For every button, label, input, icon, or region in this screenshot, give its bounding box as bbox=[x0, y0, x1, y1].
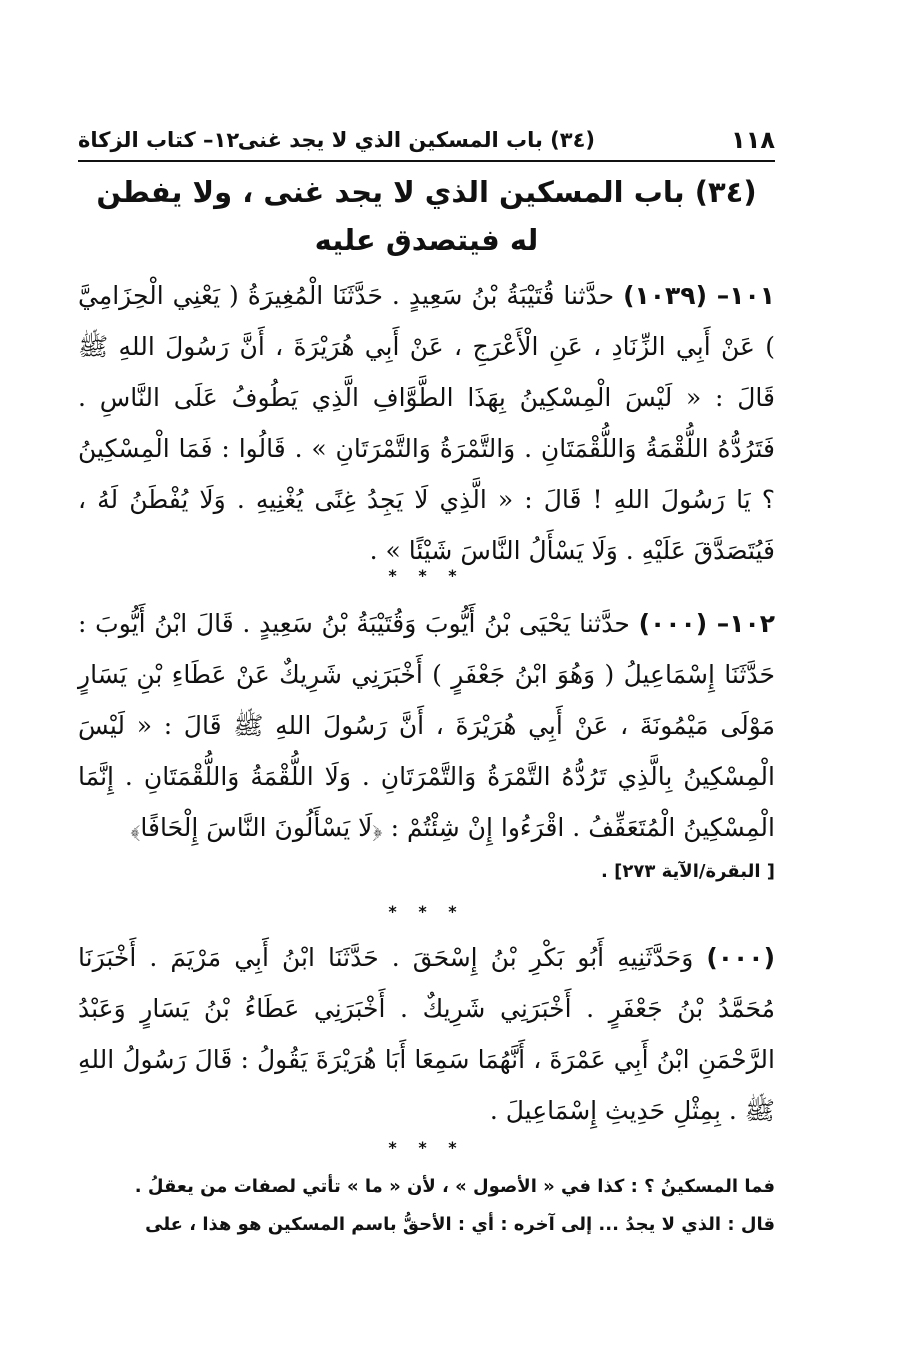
hadith-text: حدَّثنا قُتَيْبَةُ بْنُ سَعِيدٍ . حَدَّثَنَا الْمُغِيرَةُ ( يَعْنِي الْحِزَامِيَّ ) عَنْ أَبِي الزِّنَادِ ، عَنِ الْأَعْرَجِ ، عَنْ أَبِي هُرَيْرَةَ ، أَنَّ رَسُولَ اللهِ ﷺ قَالَ : « لَيْسَ الْمِسْكِينُ بِهَذَا الطَّوَّافِ الَّذِي يَطُوفُ عَلَى النَّاسِ . فَتَرُدُّهُ اللُّقْمَةُ وَاللُّقْمَتَانِ . وَالتَّمْرَةُ وَالتَّمْرَتَانِ » . قَالُوا : فَمَا الْمِسْكِينُ ؟ يَا رَسُولَ اللهِ ! قَالَ : « الَّذِي لَا يَجِدُ غِنًى يُغْنِيهِ . وَلَا يُفْطَنُ لَهُ ، فَيُتَصَدَّقَ عَلَيْهِ . وَلَا يَسْأَلُ النَّاسَ شَيْئًا » . bbox=[78, 281, 775, 565]
chapter-title bbox=[78, 168, 775, 264]
page-number: ١١٨ bbox=[731, 126, 775, 154]
hadith-number: ١٠١– (١٠٣٩) bbox=[623, 281, 776, 310]
commentary bbox=[78, 1168, 775, 1244]
header-rule bbox=[78, 160, 775, 162]
separator: * * * bbox=[388, 566, 465, 585]
hadith-paragraph bbox=[78, 598, 775, 853]
commentary-line-2: قال : الذي لا يجدُ ... إلى آخره : أي : الأحقُّ باسم المسكين هو هذا ، على bbox=[145, 1214, 775, 1235]
running-book-title: ١٢– كتاب الزكاة bbox=[78, 128, 240, 152]
hadith-number: ١٠٢– (٠٠٠) bbox=[638, 609, 775, 638]
hadith-paragraph bbox=[78, 270, 775, 576]
hadith-text: حدَّثنا يَحْيَى بْنُ أَيُّوبَ وَقُتَيْبَةُ بْنُ سَعِيدٍ . قَالَ ابْنُ أَيُّوبَ : حَدَّثَنَا إِسْمَاعِيلُ ( وَهُوَ ابْنُ جَعْفَرٍ ) أَخْبَرَنِي شَرِيكٌ عَنْ عَطَاءِ بْنِ يَسَارٍ مَوْلَى مَيْمُونَةَ ، عَنْ أَبِي هُرَيْرَةَ ، أَنَّ رَسُولَ اللهِ ﷺ قَالَ : « لَيْسَ الْمِسْكِينُ بِالَّذِي تَرُدُّهُ التَّمْرَةُ وَالتَّمْرَتَانِ . وَلَا اللُّقْمَةُ وَاللُّقْمَتَانِ . إِنَّمَا الْمِسْكِينُ الْمُتَعَفِّفُ . اقْرَءُوا إِنْ شِئْتُمْ : ﴿لَا يَسْأَلُونَ النَّاسَ إِلْحَافًا﴾ bbox=[78, 609, 775, 842]
hadith-102 bbox=[78, 598, 775, 889]
separator: * * * bbox=[388, 1138, 465, 1157]
quran-reference: [ البقرة/الآية ٢٧٣] . bbox=[601, 861, 775, 882]
hadith-000 bbox=[78, 932, 775, 1136]
hadith-paragraph bbox=[78, 932, 775, 1136]
commentary-line-1: فما المسكينُ ؟ : كذا في « الأصول » ، لأن « ما » تأتي لصفات من يعقلُ . bbox=[134, 1176, 775, 1197]
separator: * * * bbox=[388, 902, 465, 921]
chapter-title-line-2: له فيتصدق عليه bbox=[314, 223, 539, 257]
running-header bbox=[78, 122, 775, 158]
hadith-101 bbox=[78, 270, 775, 576]
hadith-text: وَحَدَّثَنِيهِ أَبُو بَكْرِ بْنُ إِسْحَقَ . حَدَّثَنَا ابْنُ أَبِي مَرْيَمَ . أَخْبَرَنَا مُحَمَّدُ بْنُ جَعْفَرٍ . أَخْبَرَنِي شَرِيكٌ . أَخْبَرَنِي عَطَاءُ بْنُ يَسَارٍ وَعَبْدُ الرَّحْمَنِ ابْنُ أَبِي عَمْرَةَ ، أَنَّهُمَا سَمِعَا أَبَا هُرَيْرَةَ يَقُولُ : قَالَ رَسُولُ اللهِ ﷺ . بِمِثْلِ حَدِيثِ إِسْمَاعِيلَ . bbox=[78, 943, 775, 1125]
chapter-title-line-1: (٣٤) باب المسكين الذي لا يجد غنى ، ولا يفطن bbox=[96, 175, 757, 209]
running-section-title: (٣٤) باب المسكين الذي لا يجد غنى bbox=[237, 128, 595, 152]
hadith-number: (٠٠٠) bbox=[706, 943, 775, 972]
